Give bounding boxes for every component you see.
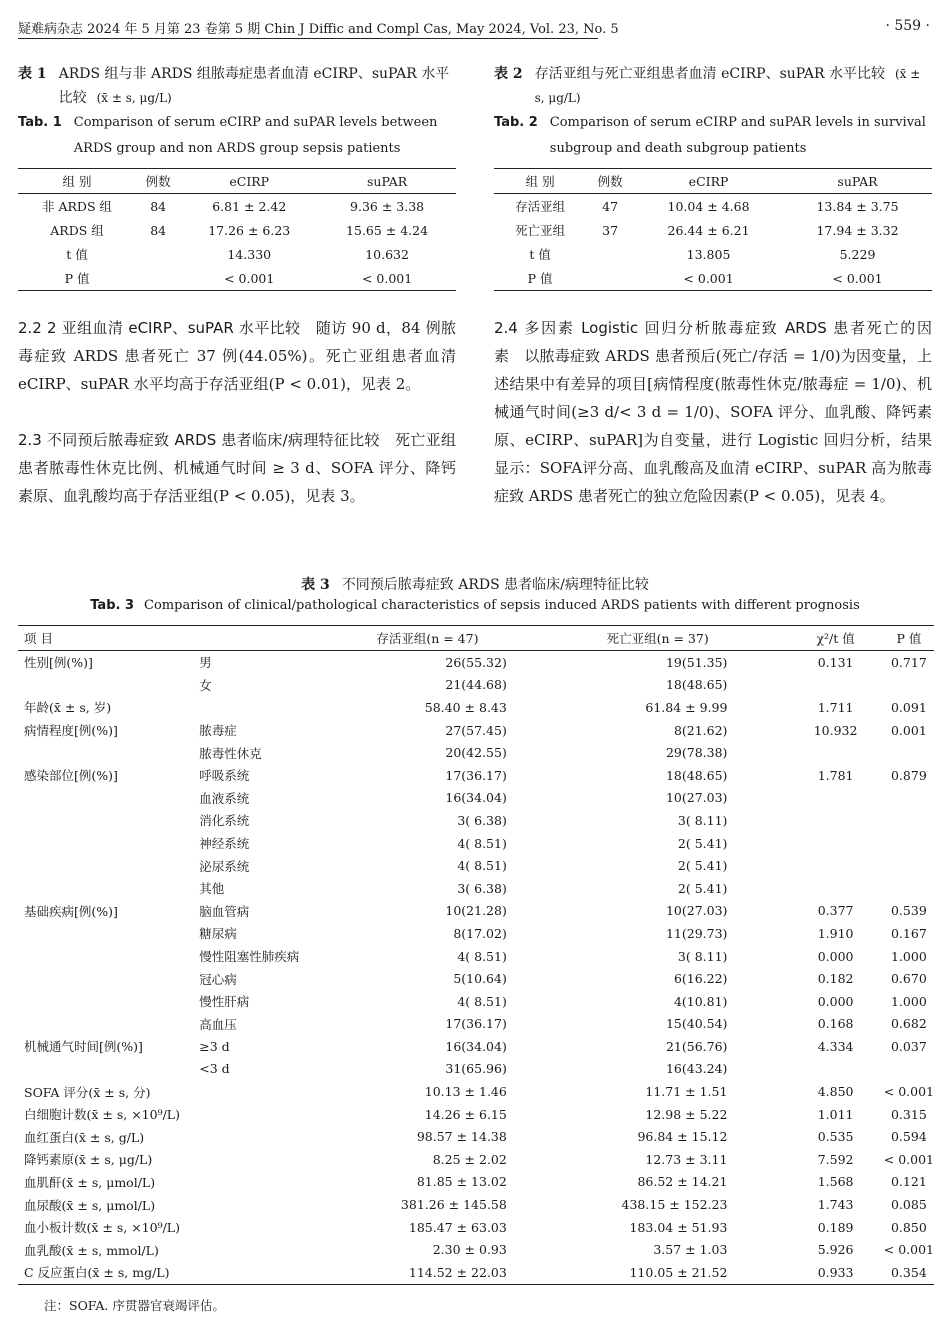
- table1-caption-cn: [18, 62, 456, 110]
- table-cell: 10(27.03): [665, 790, 728, 806]
- table-cell: 4.850: [817, 1084, 854, 1100]
- table-row: [18, 1261, 934, 1284]
- table-cell: 2( 5.41): [677, 880, 728, 896]
- table-cell: 4( 8.51): [457, 858, 507, 874]
- table-cell: [787, 674, 883, 697]
- table1-header-cell: 例数: [136, 169, 180, 194]
- table-cell: [18, 1058, 199, 1081]
- table-cell: [18, 922, 199, 945]
- table-cell: 1.568: [817, 1174, 854, 1190]
- table1-label-en: Tab. 1: [18, 115, 62, 130]
- table-cell: 20(42.55): [445, 745, 507, 761]
- table-cell: 5.926: [817, 1242, 854, 1258]
- table-cell: 15.65 ± 4.24: [346, 222, 429, 238]
- table-row: [18, 1193, 934, 1216]
- table-cell: 6.81 ± 2.42: [212, 198, 287, 214]
- table3: [18, 625, 934, 1285]
- table1-caption-en: [18, 110, 456, 162]
- table-cell: [884, 832, 934, 855]
- table-cell: 1.000: [890, 993, 927, 1009]
- table-cell: t 值: [529, 247, 551, 262]
- table-cell: 消化系统: [199, 813, 250, 829]
- table-cell: 0.594: [890, 1129, 927, 1145]
- table-cell: 血小板计数(x̄ ± s, ×10⁹/L): [24, 1220, 180, 1236]
- table-cell: 17(36.17): [445, 1016, 507, 1032]
- table-cell: 0.933: [787, 1261, 883, 1284]
- section-2-2: [18, 314, 456, 398]
- table2-unit: (x̄ ± s, μg/L): [534, 67, 921, 105]
- table-row: [18, 674, 934, 697]
- table-cell: [787, 787, 883, 810]
- table-cell: < 0.001: [883, 1151, 934, 1167]
- table-cell: 12.73 ± 3.11: [645, 1151, 728, 1167]
- table-cell: 神经系统: [199, 836, 250, 852]
- table-cell: 2( 5.41): [677, 835, 728, 851]
- table-row: [18, 1125, 934, 1148]
- table-cell: 脑血管病: [199, 903, 250, 919]
- table-row: [18, 945, 934, 968]
- table-cell: [136, 242, 180, 266]
- table-cell: [884, 809, 934, 832]
- table3-title-en: Comparison of clinical/pathological characteristics of sepsis induced ARDS patients with different prognosis: [144, 598, 860, 613]
- table-cell: 0.182: [817, 971, 854, 987]
- table-cell: 性别[例(%)]: [24, 655, 93, 671]
- table-cell: [884, 854, 934, 877]
- table3-caption-en: [0, 598, 950, 613]
- table-cell: [884, 787, 934, 810]
- table-row: [18, 809, 934, 832]
- table-cell: 慢性肝病: [199, 994, 250, 1010]
- section-2-3-body: 死亡亚组患者脓毒性休克比例、机械通气时间 ≥ 3 d、SOFA 评分、降钙素原、血乳酸均高于存活亚组(P < 0.05)，见表 3。: [18, 431, 456, 505]
- table1-title-cn: ARDS 组与非 ARDS 组脓毒症患者血清 eCIRP、suPAR 水平比较: [58, 66, 450, 106]
- table-cell: 死亡亚组: [515, 223, 566, 238]
- table-row: [18, 787, 934, 810]
- table-cell: P 值: [494, 266, 586, 291]
- table1-title-en: Comparison of serum eCIRP and suPAR levels between ARDS group and non ARDS group sepsis patients: [73, 115, 438, 156]
- table-cell: 185.47 ± 63.03: [408, 1219, 507, 1235]
- table-row: [18, 990, 934, 1013]
- table-cell: 机械通气时间[例(%)]: [24, 1039, 143, 1055]
- table-cell: 0.377: [817, 903, 854, 919]
- table2-header-cell: 组 别: [494, 169, 586, 194]
- table-row: [18, 194, 456, 219]
- table-cell: 14.26 ± 6.15: [424, 1106, 507, 1122]
- table1-header-cell: 组 别: [18, 169, 136, 194]
- table-cell: [199, 1193, 347, 1216]
- table-cell: 0.535: [817, 1129, 854, 1145]
- table-cell: 11.71 ± 1.51: [645, 1084, 728, 1100]
- table-cell: [586, 242, 634, 266]
- table-cell: 18(48.65): [665, 767, 728, 783]
- table3-label-en: Tab. 3: [90, 598, 135, 613]
- table-cell: [18, 990, 199, 1013]
- table-cell: 96.84 ± 15.12: [637, 1129, 728, 1145]
- table-cell: 16(34.04): [445, 790, 507, 806]
- table-row: [18, 719, 934, 742]
- section-2-3: [18, 426, 456, 510]
- table-cell: < 0.001: [318, 266, 456, 291]
- table-cell: 17.94 ± 3.32: [816, 222, 899, 238]
- table-cell: 0.354: [884, 1261, 934, 1284]
- section-2-4-body: 以脓毒症致 ARDS 患者预后(死亡/存活 = 1/0)为因变量，上述结果中有差异的项目[病情程度(脓毒性休克/脓毒症 = 1/0)、机械通气时间(≥3 d/< 3 d = 1/0)、SOFA 评分、血乳酸、降钙素原、eCIRP、suPAR]为自变量，进行 Logistic 回归分析，结果显示：SOFA评分高、血乳酸高及血清 eCIRP、suPAR 高为脓毒症致 ARDS 患者死亡的独立危险因素(P < 0.05)，见表 4。: [494, 347, 932, 505]
- table-row: [18, 1013, 934, 1036]
- table-cell: 0.121: [890, 1174, 927, 1190]
- table-cell: [18, 1013, 199, 1036]
- table-cell: 183.04 ± 51.93: [629, 1219, 728, 1235]
- table-row: [18, 832, 934, 855]
- table-row: [18, 218, 456, 242]
- table-cell: [787, 877, 883, 900]
- table-cell: P 值: [18, 266, 136, 291]
- table2: [494, 168, 932, 291]
- table-cell: [586, 266, 634, 291]
- table2-header-cell: suPAR: [783, 169, 932, 194]
- table-cell: 21(44.68): [445, 677, 507, 693]
- table-cell: 0.000: [817, 993, 854, 1009]
- table-cell: 31(65.96): [445, 1061, 507, 1077]
- table-cell: 10.632: [365, 246, 409, 262]
- table-cell: 84: [150, 198, 167, 214]
- table-cell: 0.717: [890, 654, 927, 670]
- table-cell: 0.682: [890, 1016, 927, 1032]
- table-cell: 脓毒症: [199, 723, 237, 739]
- table-row: [18, 1238, 934, 1261]
- table-cell: 0.037: [890, 1038, 927, 1054]
- table2-title-cn: 存活亚组与死亡亚组患者血清 eCIRP、suPAR 水平比较: [534, 66, 885, 82]
- table-cell: 降钙素原(x̄ ± s, μg/L): [24, 1152, 153, 1168]
- table-cell: 其他: [199, 881, 225, 897]
- table-cell: 1.011: [817, 1106, 854, 1122]
- table-cell: 29(78.38): [665, 745, 728, 761]
- section-2-4-heading: 2.4 多因素 Logistic 回归分析脓毒症致 ARDS 患者死亡的因素: [494, 319, 932, 365]
- table1-unit: (x̄ ± s, μg/L): [96, 91, 172, 105]
- table-cell: 0.189: [817, 1219, 854, 1235]
- section-2-4: [494, 314, 932, 510]
- table-cell: < 0.001: [883, 1084, 934, 1100]
- table-cell: 白细胞计数(x̄ ± s, ×10⁹/L): [24, 1107, 180, 1123]
- table-cell: 17(36.17): [445, 767, 507, 783]
- table-cell: 8.25 ± 2.02: [432, 1151, 507, 1167]
- table-cell: [787, 741, 883, 764]
- table-cell: [884, 1058, 934, 1081]
- table-cell: 1.000: [890, 948, 927, 964]
- table-row: [18, 854, 934, 877]
- table-cell: 58.40 ± 8.43: [424, 699, 507, 715]
- table-cell: [18, 877, 199, 900]
- table-row: [18, 266, 456, 291]
- section-2-2-body: 随访 90 d，84 例脓毒症致 ARDS 患者死亡 37 例(44.05%)。死亡亚组患者血清 eCIRP、suPAR 水平均高于存活亚组(P < 0.01)，见表 2。: [18, 319, 456, 393]
- table-cell: 8(21.62): [673, 722, 728, 738]
- table3-header-cell: 存活亚组(n = 47): [347, 626, 587, 651]
- table-cell: 27(57.45): [445, 722, 507, 738]
- table1-header-cell: suPAR: [318, 169, 456, 194]
- table-cell: 61.84 ± 9.99: [645, 699, 728, 715]
- table-cell: 37: [602, 222, 619, 238]
- table2-caption-en: [494, 110, 932, 162]
- table-cell: 0.850: [890, 1219, 927, 1235]
- table-cell: 0.131: [817, 654, 854, 670]
- table2-header-cell: eCIRP: [634, 169, 783, 194]
- table-cell: 0.167: [890, 925, 927, 941]
- table-cell: [136, 266, 180, 291]
- table1-block: [18, 62, 456, 291]
- table-cell: [18, 809, 199, 832]
- table2-label-en: Tab. 2: [494, 115, 538, 130]
- table3-note: 注：SOFA. 序贯器官衰竭评估。: [44, 1298, 225, 1313]
- table3-label-cn: 表 3: [301, 577, 330, 593]
- table-cell: 81.85 ± 13.02: [416, 1174, 507, 1190]
- table-cell: [787, 832, 883, 855]
- table-cell: 438.15 ± 152.23: [621, 1197, 728, 1213]
- table-row: [18, 1216, 934, 1239]
- table-cell: [787, 809, 883, 832]
- table-cell: [18, 967, 199, 990]
- table-row: [18, 877, 934, 900]
- table-cell: [18, 674, 199, 697]
- table-cell: [199, 1238, 347, 1261]
- table-cell: 17.26 ± 6.23: [208, 222, 291, 238]
- table-cell: 47: [602, 198, 619, 214]
- table-cell: 高血压: [199, 1016, 237, 1032]
- table-cell: ARDS 组: [50, 223, 104, 238]
- table-cell: 0.091: [890, 699, 927, 715]
- table-cell: 0.670: [890, 971, 927, 987]
- table-cell: 4( 8.51): [457, 948, 507, 964]
- table-cell: 0.085: [890, 1197, 927, 1213]
- table-row: [494, 266, 932, 291]
- table-cell: 1.910: [817, 925, 854, 941]
- table-cell: < 0.001: [634, 266, 783, 291]
- page-number: · 559 ·: [885, 18, 930, 34]
- table2-label-cn: 表 2: [494, 66, 523, 82]
- table-row: [18, 1035, 934, 1058]
- table-cell: 114.52 ± 22.03: [347, 1261, 587, 1284]
- table-row: [494, 218, 932, 242]
- table-cell: 4( 8.51): [457, 835, 507, 851]
- table-cell: 血尿酸(x̄ ± s, μmol/L): [24, 1197, 156, 1213]
- table3-header-cell: χ²/t 值: [787, 626, 883, 651]
- table-cell: 感染部位[例(%)]: [24, 768, 118, 784]
- table-row: [18, 967, 934, 990]
- table-row: [18, 1058, 934, 1081]
- header-rule: [18, 38, 598, 39]
- table-row: [18, 922, 934, 945]
- table-cell: 女: [199, 677, 212, 693]
- table-row: [18, 1103, 934, 1126]
- table-cell: 10.932: [813, 722, 858, 738]
- table-cell: 2.30 ± 0.93: [432, 1242, 507, 1258]
- table-cell: [884, 877, 934, 900]
- table-cell: C 反应蛋白(x̄ ± s, mg/L): [18, 1261, 199, 1284]
- table-cell: 19(51.35): [665, 654, 728, 670]
- table-cell: 98.57 ± 14.38: [416, 1129, 507, 1145]
- table-cell: 26.44 ± 6.21: [667, 222, 750, 238]
- table-cell: [18, 741, 199, 764]
- journal-citation: 疑难病杂志 2024 年 5 月第 23 卷第 5 期 Chin J Diffic and Compl Cas, May 2024, Vol. 23, No. 5: [18, 22, 619, 37]
- table1-label-cn: 表 1: [18, 66, 47, 82]
- table-cell: 0.315: [890, 1106, 927, 1122]
- table-cell: <3 d: [199, 1061, 230, 1077]
- section-2-3-heading: 2.3 不同预后脓毒症致 ARDS 患者临床/病理特征比较: [18, 431, 380, 449]
- table-cell: 18(48.65): [665, 677, 728, 693]
- table-cell: 1.743: [817, 1197, 854, 1213]
- table-cell: [787, 854, 883, 877]
- table-cell: 血乳酸(x̄ ± s, mmol/L): [24, 1242, 159, 1258]
- section-2-2-heading: 2.2 2 亚组血清 eCIRP、suPAR 水平比较: [18, 319, 301, 337]
- table-cell: 3( 8.11): [677, 948, 728, 964]
- table-cell: 4.334: [817, 1038, 854, 1054]
- table-row: [18, 1148, 934, 1171]
- table-cell: 泌尿系统: [199, 858, 250, 874]
- table-cell: 男: [199, 655, 212, 671]
- table-cell: 3.57 ± 1.03: [653, 1242, 728, 1258]
- table-cell: 3( 6.38): [457, 812, 507, 828]
- table-cell: [18, 832, 199, 855]
- table-cell: 血肌酐(x̄ ± s, μmol/L): [24, 1174, 156, 1190]
- table-cell: 血红蛋白(x̄ ± s, g/L): [24, 1129, 145, 1145]
- table-row: [18, 696, 934, 719]
- table-cell: [199, 1148, 347, 1171]
- table-cell: 4( 8.51): [457, 993, 507, 1009]
- table-row: [494, 194, 932, 219]
- table-row: [18, 242, 456, 266]
- table-cell: 非 ARDS 组: [42, 199, 112, 214]
- table-cell: 15(40.54): [665, 1016, 728, 1032]
- running-header: [18, 18, 930, 38]
- table-cell: [199, 1216, 347, 1239]
- table-cell: 10(21.28): [445, 903, 507, 919]
- table-cell: 存活亚组: [515, 199, 566, 214]
- table2-header-cell: 例数: [586, 169, 634, 194]
- table-cell: 26(55.32): [445, 654, 507, 670]
- table-row: [18, 900, 934, 923]
- table-cell: 13.805: [686, 246, 731, 262]
- table2-block: [494, 62, 932, 291]
- table-cell: 3( 8.11): [677, 812, 728, 828]
- table-cell: [18, 854, 199, 877]
- table-cell: t 值: [66, 247, 88, 262]
- table-cell: 糖尿病: [199, 926, 237, 942]
- table-cell: < 0.001: [883, 1242, 934, 1258]
- table-cell: SOFA 评分(x̄ ± s, 分): [24, 1084, 151, 1100]
- table-row: [18, 764, 934, 787]
- table-cell: [199, 696, 347, 719]
- table2-caption-cn: [494, 62, 932, 110]
- table-cell: 0.168: [817, 1016, 854, 1032]
- table3-header-cell: [199, 626, 347, 651]
- table-cell: [18, 787, 199, 810]
- table-row: [18, 1171, 934, 1194]
- table2-title-en: Comparison of serum eCIRP and suPAR levels in survival subgroup and death subgroup patients: [549, 115, 926, 156]
- table-cell: ≥3 d: [199, 1038, 230, 1054]
- table-cell: [199, 1125, 347, 1148]
- table-cell: 1.781: [817, 767, 854, 783]
- table-cell: 冠心病: [199, 971, 237, 987]
- table3-header-cell: 死亡亚组(n = 37): [587, 626, 788, 651]
- table-cell: 0.000: [817, 948, 854, 964]
- table-cell: [199, 1080, 347, 1103]
- table-cell: < 0.001: [783, 266, 932, 291]
- table-row: [18, 741, 934, 764]
- table-cell: 14.330: [227, 246, 272, 262]
- table-cell: 2( 5.41): [677, 858, 728, 874]
- table-cell: 4(10.81): [673, 993, 728, 1009]
- table-cell: [199, 1103, 347, 1126]
- table-cell: 12.98 ± 5.22: [645, 1106, 728, 1122]
- table-cell: 7.592: [817, 1151, 854, 1167]
- table-cell: 10(27.03): [665, 903, 728, 919]
- table-cell: [199, 1261, 347, 1284]
- table-cell: 16(34.04): [445, 1038, 507, 1054]
- table-row: [18, 651, 934, 674]
- table-cell: 年龄(x̄ ± s, 岁): [24, 700, 112, 716]
- table-cell: 13.84 ± 3.75: [816, 198, 899, 214]
- table-cell: 血液系统: [199, 790, 250, 806]
- table-cell: [18, 945, 199, 968]
- table-cell: 1.711: [817, 699, 854, 715]
- table3-caption-cn: [0, 574, 950, 594]
- table3-header-cell: P 值: [884, 626, 934, 651]
- table-cell: 10.13 ± 1.46: [424, 1084, 507, 1100]
- table1-header-cell: eCIRP: [180, 169, 318, 194]
- table-cell: 病情程度[例(%)]: [24, 723, 118, 739]
- table-cell: 16(43.24): [665, 1061, 728, 1077]
- table-cell: 0.539: [890, 903, 927, 919]
- table-cell: 381.26 ± 145.58: [400, 1197, 507, 1213]
- table-cell: 呼吸系统: [199, 768, 250, 784]
- table-cell: 9.36 ± 3.38: [350, 198, 425, 214]
- table-cell: 基础疾病[例(%)]: [24, 903, 118, 919]
- table-cell: [199, 1171, 347, 1194]
- table-cell: 86.52 ± 14.21: [637, 1174, 728, 1190]
- table-cell: 5.229: [839, 246, 876, 262]
- table-cell: 11(29.73): [665, 925, 728, 941]
- table-row: [18, 1080, 934, 1103]
- table-cell: 8(17.02): [453, 925, 507, 941]
- table-cell: [884, 674, 934, 697]
- table-cell: 84: [150, 222, 167, 238]
- table-cell: 0.879: [890, 767, 927, 783]
- table3-header-cell: 项 目: [18, 626, 199, 651]
- table-cell: < 0.001: [180, 266, 318, 291]
- table1: [18, 168, 456, 291]
- table-row: [494, 242, 932, 266]
- table-cell: 慢性阻塞性肺疾病: [199, 949, 300, 965]
- table-cell: 6(16.22): [673, 971, 728, 987]
- table-cell: [884, 741, 934, 764]
- table-cell: [787, 1058, 883, 1081]
- table-cell: 0.001: [890, 722, 927, 738]
- table-cell: 3( 6.38): [457, 880, 507, 896]
- table-cell: 5(10.64): [453, 971, 507, 987]
- table3-title-cn: 不同预后脓毒症致 ARDS 患者临床/病理特征比较: [341, 577, 649, 593]
- table-cell: 110.05 ± 21.52: [587, 1261, 788, 1284]
- table-cell: 脓毒性休克: [199, 745, 262, 761]
- table-cell: 21(56.76): [665, 1038, 728, 1054]
- table-cell: 10.04 ± 4.68: [667, 198, 750, 214]
